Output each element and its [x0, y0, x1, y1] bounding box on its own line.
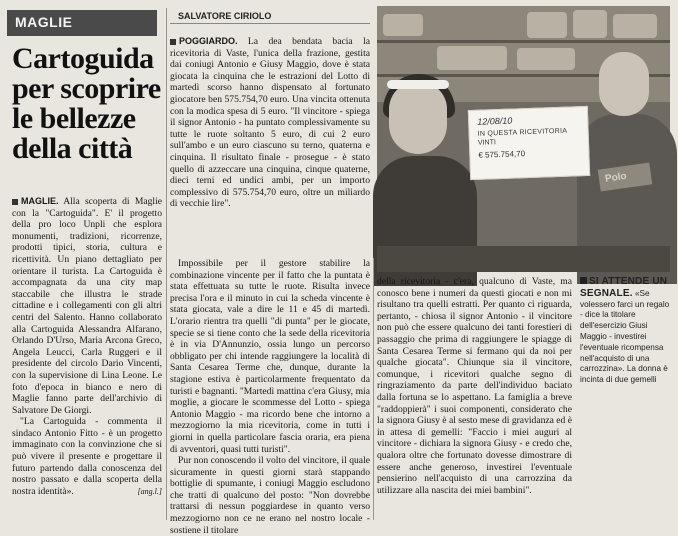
left-article — [12, 196, 162, 498]
shelf-jar — [527, 12, 567, 38]
main-article-para-3: Pur non conoscendo il volto del vincitore, il quale sicuramente in questi giorni starà stappando bottiglie di spumante, i coniugi Maggio escludono che tratti di qualcuno del posto: "Non dovrebbe trattarsi di nessun poggiardese in quanto verso mezzogiorno non ce ne erano nel nostro locale - sostiene il titolare — [170, 455, 370, 536]
photo-caption — [580, 276, 672, 386]
left-article-lead: MAGLIE. — [21, 196, 59, 206]
section-label: MAGLIE — [7, 10, 157, 36]
caption-text: «Se volessero farci un regalo - dice la titolare dell'esercizio Giusi Maggio - investirei l'eventuale ricompensa nell'acquisto di una carrozzina». La donna è incinta di due gemelli — [580, 288, 670, 385]
woman-head — [389, 82, 447, 154]
column-divider — [166, 8, 167, 520]
caption-title: SI ATTENDE UN SEGNALE. — [580, 276, 668, 299]
left-article-text: Alla scoperta di Maglie con la "Cartoguida". E' il progetto della pro loco Unpli che esplora monumenti, tradizioni, ricorrenze, prodotti tipici, storia, cultura e ricettività. Un piano dettagliato per orientare il turista. La Cartoguida è accompagnata da una city map staccabile che illustra le strade cittadine e i collegamenti con gli altri centri del Salento. Hanno collaborato alla Cartoguida Alessandra Alfarano, Orlando D'Urso, Maria Arcona Greco, Angela Leucci, Carla Ruggeri e il presidente del circolo Dario Vincenti, con la supervisione di Lina Leone. Le foto d'epoca in bianco e nero di Maglie fanno parte dell'archivio di Salvatore De Giorgi. — [12, 196, 162, 416]
main-article-part-3 — [377, 276, 572, 496]
sign-text: VINTI — [477, 139, 496, 147]
main-article-part-1 — [170, 36, 370, 210]
woman-headband — [387, 80, 449, 89]
main-article-para-1: POGGIARDO. La dea bendata bacia la ricevitoria di Vaste, l'unica della frazione, gestita dai coniugi Antonio e Giusy Maggio, dove è stata giocata la cinquina che le estrazioni del Lotto di martedì scorso hanno dispensato al fortunato giocatore ben 575.754,70 euro. Una vincita ottenuta con la modica spesa di 5 euro. "Il vincitore - spiega il signor Antonio - ha puntato complessivamente su tutte le ruote soltanto 5 euro, di cui 2 euro sull'ambo e un euro ciascuno su terno, quaterna e cinquina. Il risultato finale - prosegue - è stato quello di azzeccare una cinquina, cinque quaterne, dieci terni ed undici ambi, per un importo complessivo di 575.754,70 euro, oltre un miliardo di vecchie lire". — [170, 36, 370, 210]
shelf-jar — [613, 14, 657, 38]
sign-date: 12/08/10 — [477, 115, 513, 127]
shirt-print: Polo — [598, 162, 653, 191]
man-head — [599, 52, 649, 116]
shelf-jar — [437, 46, 507, 70]
main-article-part-2 — [170, 258, 370, 536]
sign-amount: € 575.754,70 — [478, 149, 526, 160]
square-icon — [580, 277, 587, 284]
headline: Cartoguida per scoprire le bellezze della città — [12, 42, 161, 165]
sign-text: IN QUESTA RICEVITORIA — [477, 127, 568, 138]
main-article-para-4: della ricevitoria - c'era, qualcuno di Vaste, ma conosco bene i numeri da questi giocati e non mi risultano tra quelli estratti. Per quanto ci riguarda, pertanto, - chiosa il signor Antonio - il vincitore non può che essere qualcuno dei tanti forestieri di passaggio che prima di raggiungere le spiagge di Santa Cesarea Terme si fermano qui da noi per qualche giocata". Chiunque sia il vincitore, comunque, i ricevitori qualche segno di ringraziamento da parte dell'individuo baciato dalla fortuna se lo aspettano. La famiglia a breve "raddoppierà" i suoi componenti, considerato che la signora Giusy è al sesto mese di gravidanza ed è in attesa di gemelli: "Faccio i miei auguri al vincitore - dichiara la signora Giusy - e credo che, qualora oltre che fortunato dovesse dimostrare di essere anche generoso, investirei l'eventuale pensierino nell'acquisto di una carrozzina da utilizzare alla nascita dei miei bambini". — [377, 276, 573, 496]
left-article-quote: "La Cartoguida - commenta il sindaco Antonio Fitto - è un progetto immaginato con la convinzione che si può vivere il presente e progettare il futuro partendo dalla conoscenza del nostro passato e dalla scoperta della nostra identità». — [12, 416, 162, 497]
main-article-lead: POGGIARDO. — [179, 36, 238, 46]
shop-counter — [377, 246, 670, 272]
bullet-icon — [12, 199, 18, 205]
left-article-signature: [ang.l.] — [137, 487, 162, 497]
left-article-body — [12, 196, 162, 416]
shelf-jar — [383, 14, 423, 36]
byline: SALVATORE CIRIOLO — [178, 11, 272, 21]
ricevitoria-photo — [377, 6, 670, 272]
winning-sign — [468, 106, 590, 180]
main-article-para-2: Impossibile per il gestore stabilire la combinazione vincente per il fatto che la puntata è stata effettuata su tutte le ruote. Risulta invece precisa l'ora e il minuto in cui la scheda vincente è stata giocata, vale a dire le 11 e 45 di martedì. L'orario rientra tra quelli "di punta" per le giocate, specie se si tiene conto che la sede della ricevitoria è in via D'Annunzio, ossia lungo un percorso obbligato per chi intende raggiungere la località di Santa Cesarea Terme che, dunque, durante la stagione estiva è particolarmente frequentato da turisti e bagnanti. "Martedì mattina c'era Giusy, mia moglie, a giocare le scommesse del Lotto - spiega Antonio Maggio - ma ricordo bene che intorno a mezzogiorno la mia ricevitoria, come in tutti i giorni in quella particolare fascia oraria, era piena di avventori, quasi tutti turisti". — [170, 258, 370, 455]
bullet-icon — [170, 39, 176, 45]
shelf-jar — [517, 48, 575, 70]
column-divider — [373, 258, 374, 520]
shelf-jar — [573, 10, 607, 38]
shelf-edge — [377, 40, 670, 43]
